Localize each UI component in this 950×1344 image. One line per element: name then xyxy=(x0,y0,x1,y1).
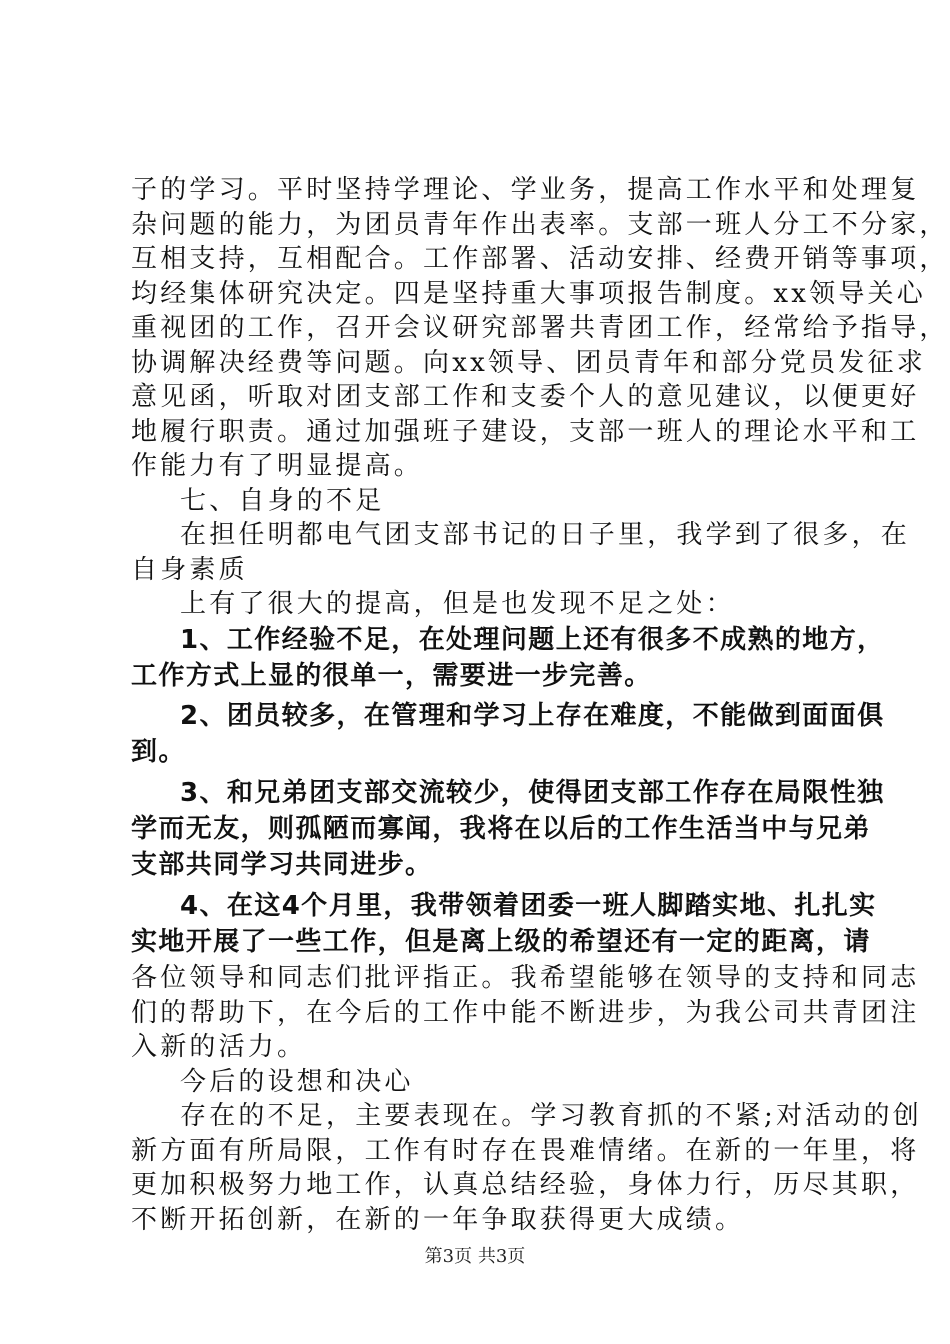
text-line: 地履行职责。通过加强班子建设，支部一班人的理论水平和工 xyxy=(131,417,920,447)
text-line: 协调解决经费等问题。向xx领导、团员青年和部分党员发征求 xyxy=(131,348,926,378)
text-line: 杂问题的能力，为团员青年作出表率。支部一班人分工不分家， xyxy=(131,210,949,240)
list-item: 1、工作经验不足，在处理问题上还有很多不成熟的地方， xyxy=(180,625,885,655)
text-line: 自身素质 xyxy=(131,555,248,585)
text-line: 意见函，听取对团支部工作和支委个人的意见建议，以便更好 xyxy=(131,382,920,412)
list-item: 2、团员较多，在管理和学习上存在难度，不能做到面面俱 xyxy=(180,701,885,731)
text-line: 各位领导和同志们批评指正。我希望能够在领导的支持和同志 xyxy=(131,963,920,993)
text-line: 支部共同学习共同进步。 xyxy=(131,850,433,880)
text-line: 重视团的工作，召开会议研究部署共青团工作，经常给予指导， xyxy=(131,313,949,343)
page-footer: 第3页 共3页 xyxy=(424,1246,526,1267)
text-line: 子的学习。平时坚持学理论、学业务，提高工作水平和处理复 xyxy=(131,175,920,205)
text-line: 互相支持，互相配合。工作部署、活动安排、经费开销等事项， xyxy=(131,244,949,274)
text-line: 作能力有了明显提高。 xyxy=(131,451,424,481)
text-line: 新方面有所局限，工作有时存在畏难情绪。在新的一年里，将 xyxy=(131,1136,920,1166)
text-line: 不断开拓创新，在新的一年争取获得更大成绩。 xyxy=(131,1205,745,1235)
text-line: 入新的活力。 xyxy=(131,1032,307,1062)
text-line: 更加积极努力地工作，认真总结经验，身体力行，历尽其职， xyxy=(131,1170,920,1200)
text-line: 学而无友，则孤陋而寡闻，我将在以后的工作生活当中与兄弟 xyxy=(131,814,871,844)
text-line: 实地开展了一些工作，但是离上级的希望还有一定的距离，请 xyxy=(131,927,871,957)
list-item: 3、和兄弟团支部交流较少，使得团支部工作存在局限性独 xyxy=(180,778,885,808)
text-line: 存在的不足，主要表现在。学习教育抓的不紧;对活动的创 xyxy=(180,1101,922,1131)
text-line: 在担任明都电气团支部书记的日子里，我学到了很多，在 xyxy=(180,520,911,550)
list-item: 4、在这4个月里，我带领着团委一班人脚踏实地、扎扎实 xyxy=(180,891,877,921)
text-line: 均经集体研究决定。四是坚持重大事项报告制度。xx领导关心 xyxy=(131,279,926,309)
text-line: 上有了很大的提高，但是也发现不足之处： xyxy=(180,589,735,619)
text-line: 工作方式上显的很单一，需要进一步完善。 xyxy=(131,661,652,691)
section-heading: 今后的设想和决心 xyxy=(180,1067,414,1097)
text-line: 们的帮助下，在今后的工作中能不断进步，为我公司共青团注 xyxy=(131,998,920,1028)
text-line: 到。 xyxy=(131,737,186,767)
section-heading: 七、自身的不足 xyxy=(180,486,385,516)
